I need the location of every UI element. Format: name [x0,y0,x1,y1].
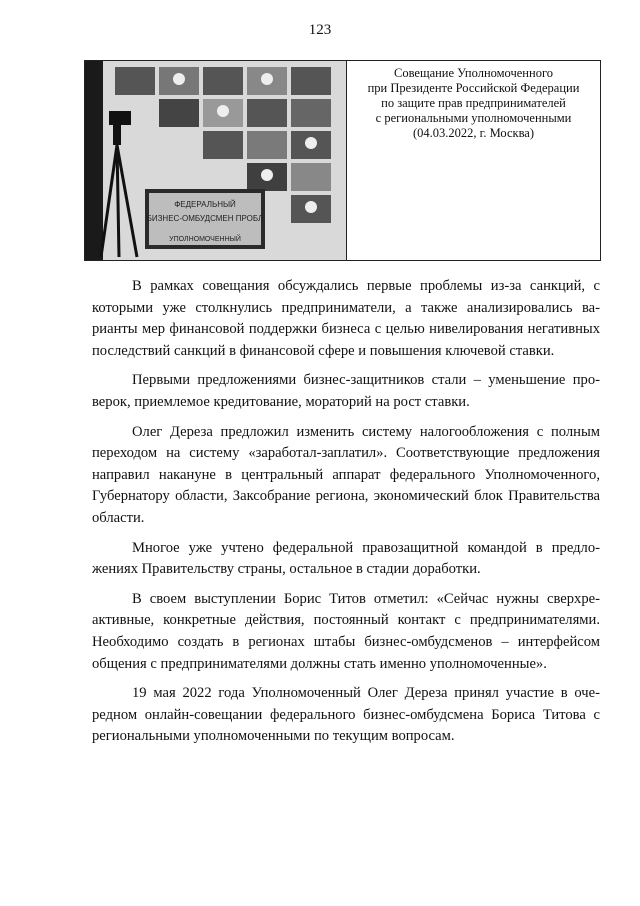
paragraph: 19 мая 2022 года Уполномоченный Олег Дереза принял участие в очередном онлайн-совещании федерального бизнес-омбудсмена Бориса Титова с региональными уполномоченными по текущим вопросам. [92,685,600,745]
banner-line-2: БИЗНЕС-ОМБУДСМЕН ПРОБЛ [146,214,264,223]
banner-line-1: ФЕДЕРАЛЬНЫЙ [174,200,236,209]
figure-caption [347,61,600,260]
caption-line: Совещание Уполномоченного [393,66,554,80]
meeting-photo-image [85,61,347,260]
paragraph: В своем выступлении Борис Титов отметил: «Сейчас нужны сверхреактивные, конкретные действия, постоянный контакт с предпринимателями. Необходимо создать в регионах штабы бизнес-омбудсменов – интерфейсом общения с предпринимателями должны стать именно уполномоченные». [92,590,600,672]
paragraph: Многое уже учтено федеральной правозащитной командой в предложениях Правительству страны, остальное в стадии доработки. [92,539,600,578]
paragraph: Олег Дереза предложил изменить систему налогообложения с полным переходом на систему «заработал-заплатил». Соответствующие предложения направил накануне в центральный аппарат федерального Уполномоченного, Губернатору области, Заксобрание региона, экономический блок Правительства области. [92,423,600,526]
caption-line: по защите прав предпринимателей [381,96,566,110]
body-text [92,276,600,756]
caption-line: (04.03.2022, г. Москва) [412,126,535,140]
banner-line-3: УПОЛНОМОЧЕННЫЙ [169,236,241,243]
paragraph: В рамках совещания обсуждались первые проблемы из-за санкций, с которыми уже столкнулись предприниматели, а также анализировались варианты мер финансовой поддержки бизнеса с целью нивелирования негативных последствий санкций в финансовой сфере и повышения ключевой ставки. [92,278,600,359]
caption-line: с региональными уполномоченными [375,111,572,125]
page-number: 123 [308,22,332,38]
caption-line: при Президенте Российской Федерации [367,81,580,95]
figure-table [84,60,601,261]
paragraph: Первыми предложениями бизнес-защитников стали – уменьшение проверок, приемлемое кредитование, мораторий на рост ставки. [92,372,600,410]
meeting-photo [85,61,347,260]
